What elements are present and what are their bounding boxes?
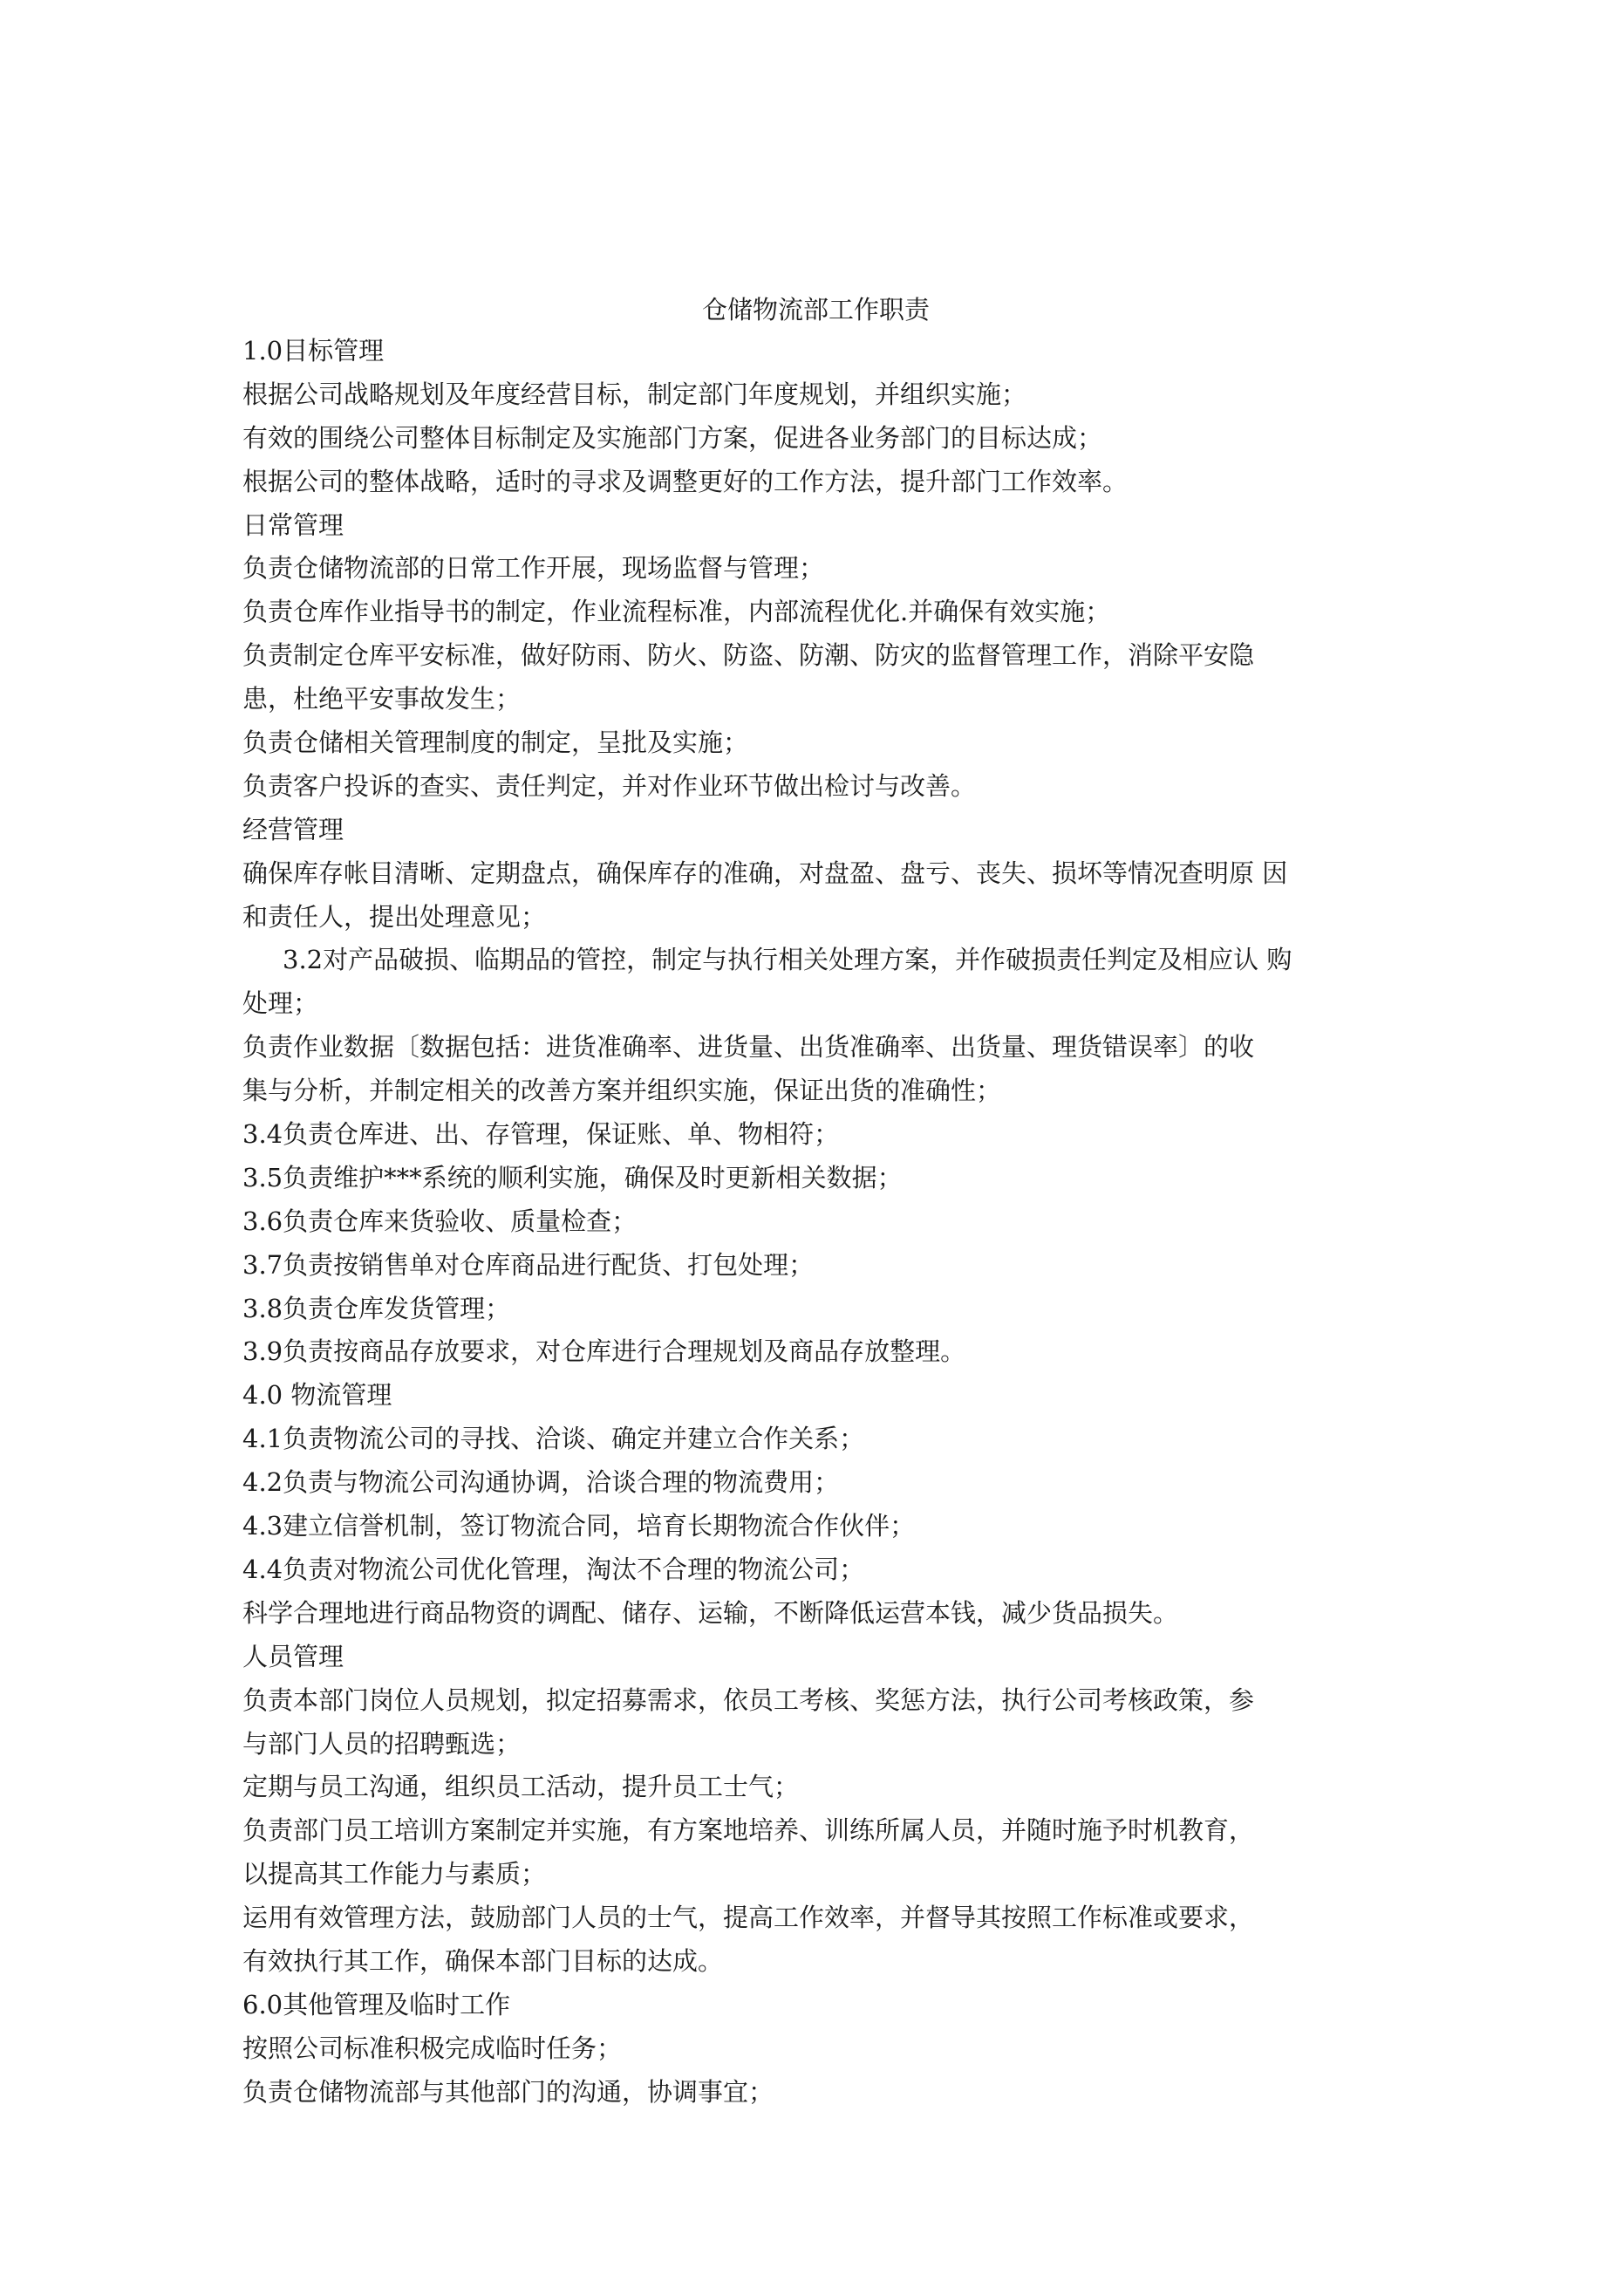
body-line: 3.7负责按销售单对仓库商品进行配货、打包处理； xyxy=(242,1249,815,1280)
body-line: 3.5负责维护***系统的顺利实施，确保及时更新相关数据； xyxy=(242,1162,903,1192)
body-line: 负责客户投诉的查实、责任判定，并对作业环节做出检讨与改善。 xyxy=(242,770,977,801)
body-line: 4.4负责对物流公司优化管理，淘汰不合理的物流公司； xyxy=(242,1554,865,1584)
body-line: 与部门人员的招聘甄选； xyxy=(242,1728,522,1759)
body-line: 负责作业数据〔数据包括：进货准确率、进货量、出货准确率、出货量、理货错误率〕的收 xyxy=(242,1032,1255,1063)
body-line: 负责仓储相关管理制度的制定，呈批及实施； xyxy=(242,728,749,758)
body-line: 负责仓库作业指导书的制定，作业流程标准，内部流程优化.并确保有效实施； xyxy=(242,597,1111,627)
body-line: 运用有效管理方法，鼓励部门人员的士气，提高工作效率，并督导其按照工作标准或要求， xyxy=(242,1903,1255,1933)
body-line: 有效的围绕公司整体目标制定及实施部门方案，促进各业务部门的目标达成； xyxy=(242,422,1103,453)
body-line: 日常管理 xyxy=(242,509,344,540)
body-line: 6.0其他管理及临时工作 xyxy=(242,1989,511,2019)
body-line: 定期与员工沟通，组织员工活动，提升员工士气； xyxy=(242,1772,800,1802)
body-line: 患，杜绝平安事故发生； xyxy=(242,684,522,714)
body-line: 4.3建立信誉机制，签订物流合同，培育长期物流合作伙伴； xyxy=(242,1511,916,1541)
body-line: 1.0目标管理 xyxy=(242,336,385,366)
body-line: 确保库存帐目清晰、定期盘点，确保库存的准确，对盘盈、盘亏、丧失、损坏等情况查明原 因 xyxy=(242,858,1288,888)
body-line: 有效执行其工作，确保本部门目标的达成。 xyxy=(242,1945,724,1976)
body-line: 经营管理 xyxy=(242,814,344,844)
body-line: 根据公司战略规划及年度经营目标，制定部门年度规划，并组织实施； xyxy=(242,379,1027,409)
body-line: 负责本部门岗位人员规划，拟定招募需求，依员工考核、奖惩方法，执行公司考核政策，参 xyxy=(242,1684,1255,1715)
document-body xyxy=(242,330,1394,2115)
body-line: 4.1负责物流公司的寻找、洽谈、确定并建立合作关系； xyxy=(242,1424,865,1454)
body-line: 人员管理 xyxy=(242,1641,344,1671)
body-line: 4.0 物流管理 xyxy=(242,1380,392,1411)
body-line: 4.2负责与物流公司沟通协调，洽谈合理的物流费用； xyxy=(242,1467,840,1498)
body-line: 负责仓储物流部的日常工作开展，现场监督与管理； xyxy=(242,553,825,584)
document-title: 仓储物流部工作职责 xyxy=(701,295,930,325)
body-line: 3.9负责按商品存放要求，对仓库进行合理规划及商品存放整理。 xyxy=(242,1336,966,1367)
body-line: 负责仓储物流部与其他部门的沟通，协调事宜； xyxy=(242,2076,774,2107)
body-line: 根据公司的整体战略，适时的寻求及调整更好的工作方法，提升部门工作效率。 xyxy=(242,466,1129,496)
body-line: 3.2对产品破损、临期品的管控，制定与执行相关处理方案，并作破损责任判定及相应认 购 xyxy=(283,945,1292,975)
body-line: 负责部门员工培训方案制定并实施，有方案地培养、训练所属人员，并随时施予时机教育， xyxy=(242,1815,1255,1846)
body-line: 集与分析，并制定相关的改善方案并组织实施，保证出货的准确性； xyxy=(242,1076,1002,1106)
body-line: 按照公司标准积极完成临时任务； xyxy=(242,2033,623,2063)
body-line: 3.8负责仓库发货管理； xyxy=(242,1293,511,1323)
body-line: 以提高其工作能力与素质； xyxy=(242,1859,547,1889)
body-line: 3.4负责仓库进、出、存管理，保证账、单、物相符； xyxy=(242,1119,840,1150)
body-line: 处理； xyxy=(242,988,319,1019)
body-line: 科学合理地进行商品物资的调配、储存、运输，不断降低运营本钱，减少货品损失。 xyxy=(242,1597,1179,1628)
body-line: 负责制定仓库平安标准，做好防雨、防火、防盗、防潮、防灾的监督管理工作，消除平安隐 xyxy=(242,640,1255,671)
body-line: 3.6负责仓库来货验收、质量检查； xyxy=(242,1206,638,1236)
body-line: 和责任人，提出处理意见； xyxy=(242,901,547,932)
